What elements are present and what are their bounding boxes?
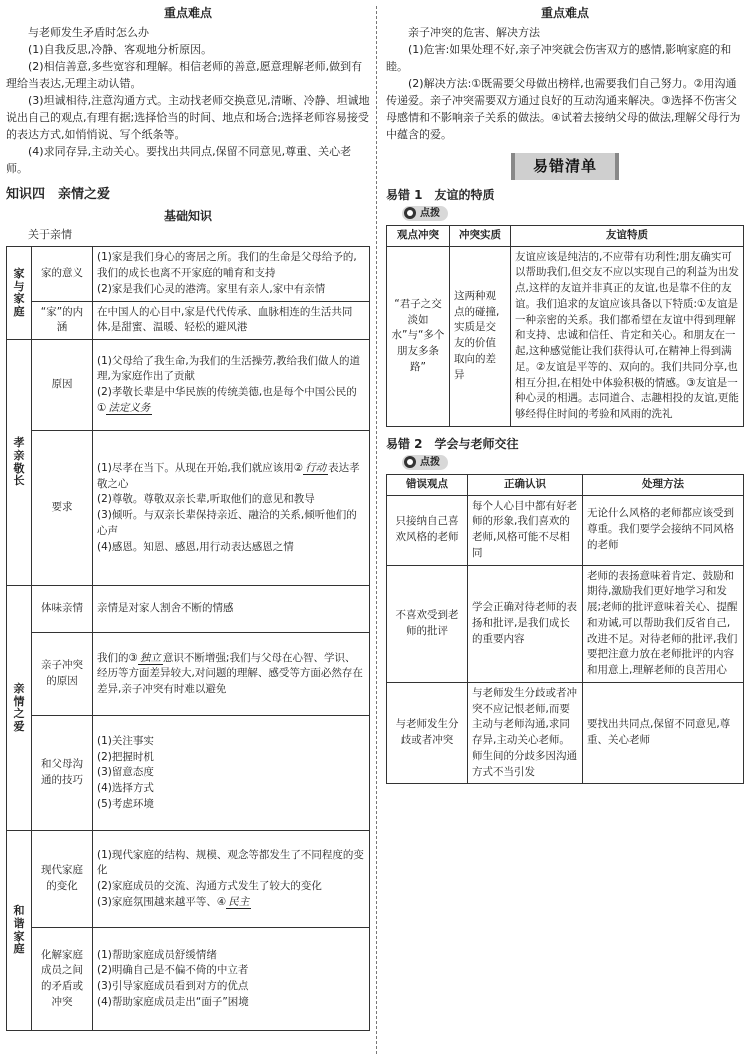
table-header-row <box>387 474 744 495</box>
tip-badge <box>402 206 448 221</box>
row-label: 家的意义 <box>32 247 93 301</box>
column-header: 处理方法 <box>583 474 744 495</box>
content-line: (2)明确自己是不偏不倚的中立者 <box>97 964 249 977</box>
content-line: (1)父母给了我生命,为我们的生活操劳,教给我们做人的道理,为家庭作出了贡献 <box>97 354 361 383</box>
row-content <box>93 928 370 1031</box>
row-content <box>93 831 370 928</box>
tip-badge <box>402 455 448 470</box>
blank-answer: 独立 <box>139 651 161 664</box>
knowledge-heading: 知识四 亲情之爱 <box>6 187 111 203</box>
row-label: 原因 <box>32 340 93 431</box>
column-header: 观点冲突 <box>387 225 450 246</box>
table-row <box>7 247 370 301</box>
lightbulb-icon <box>404 456 416 468</box>
table-row <box>7 586 370 633</box>
table-cell: 这两种观点的碰撞,实质是交友的价值取向的差异 <box>450 246 511 426</box>
table-row <box>7 340 370 431</box>
section-subtitle: 亲子冲突的危害、解决方法 <box>408 26 540 39</box>
banner-wrap <box>386 153 744 180</box>
row-label: 要求 <box>32 431 93 586</box>
column-header: 友谊特质 <box>511 225 744 246</box>
table-cell: 每个人心目中都有好老师的形象,我们喜欢的老师,风格可能不尽相同 <box>468 495 583 565</box>
paragraph: (2)相信善意,多些宽容和理解。相信老师的善意,愿意理解老师,做到有理给当表达,无理主动认错。 <box>6 60 363 91</box>
table-row <box>7 928 370 1031</box>
content-line: (3)家庭氛围越来越平等、④ 民主 <box>97 895 250 908</box>
table-header-row <box>387 225 744 246</box>
row-label: “家”的内涵 <box>32 301 93 340</box>
table-row <box>387 246 744 426</box>
table-cell: 与老师发生分歧或者冲突不应记恨老师,而要主动与老师沟通,求同存异,主动关心老师。师生间的分歧多因沟通方式不当引发 <box>468 682 583 784</box>
paragraph: (4)求同存异,主动关心。要找出共同点,保留不同意见,尊重、关心老师。 <box>6 145 352 176</box>
column-header: 正确认识 <box>468 474 583 495</box>
group-label: 家与家庭 <box>7 247 32 340</box>
row-content <box>93 340 370 431</box>
friendship-table <box>386 225 744 427</box>
table-cell: 友谊应该是纯洁的,不应带有功利性;朋友确实可以帮助我们,但交友不应以实现自己的利益为出发点,这样的友谊并非真正的友谊,也是靠不住的友谊。我们追求的友谊应该具备以下特质:①友谊是一种亲密的关系。我们都希望在友谊中得到理解和支持、忠诚和信任、肯定和关心。和朋友在一起,这种感觉能让我们获得认可,在精神上得到满足。②友谊是平等的、双向的。我们共同分享,也相互分担,在相处中体验积极的情感。③友谊是一种心灵的相遇。志同道合、志趣相投的友谊,更能够经得住时间的考验和风雨的洗礼 <box>511 246 744 426</box>
group-label: 亲情之爱 <box>7 586 32 831</box>
error-list-banner: 易错清单 <box>511 153 619 180</box>
content-line: 亲情是对家人割舍不断的情感 <box>97 602 234 615</box>
row-content <box>93 633 370 716</box>
content-line: (2)把握时机 <box>97 750 154 763</box>
column-divider <box>376 6 377 1054</box>
row-content <box>93 716 370 831</box>
content-line: (4)帮助家庭成员走出“面子”困境 <box>97 995 249 1008</box>
basic-knowledge-title: 基础知识 <box>163 208 212 223</box>
row-content <box>93 247 370 301</box>
section-title: 重点难点 <box>540 6 589 20</box>
content-line: (3)引导家庭成员看到对方的优点 <box>97 980 249 993</box>
paragraph: (1)危害:如果处理不好,亲子冲突就会伤害双方的感情,影响家庭的和睦。 <box>386 43 732 74</box>
column-header: 错误观点 <box>387 474 468 495</box>
row-content <box>93 431 370 586</box>
blank-answer: 法定义务 <box>108 401 151 414</box>
row-label: 和父母沟通的技巧 <box>32 716 93 831</box>
table-row <box>7 633 370 716</box>
blank-answer: 民主 <box>228 895 250 908</box>
content-line: (1)现代家庭的结构、规模、观念等都发生了不同程度的变化 <box>97 848 364 877</box>
section-title: 重点难点 <box>163 6 212 20</box>
content-line: (1)帮助家庭成员舒缓情绪 <box>97 948 217 961</box>
about-label: 关于亲情 <box>28 227 72 241</box>
content-line: (2)家庭成员的交流、沟通方式发生了较大的变化 <box>97 880 322 893</box>
paragraph: (3)坦诚相待,注意沟通方式。主动找老师交换意见,清晰、冷静、坦诚地说出自己的观点,有理有据;选择恰当的时间、地点和场合;选择老师容易接受的表达方式,如悄悄说、写个纸条等。 <box>6 94 370 142</box>
content-line: (2)家是我们心灵的港湾。家里有亲人,家中有亲情 <box>97 282 326 295</box>
table-row <box>7 431 370 586</box>
tip-label: 点拨 <box>420 207 440 219</box>
table-row <box>7 301 370 340</box>
table-row <box>387 682 744 784</box>
row-label: 现代家庭的变化 <box>32 831 93 928</box>
section-subtitle: 与老师发生矛盾时怎么办 <box>28 26 149 39</box>
knowledge-table <box>6 246 370 1031</box>
teacher-table <box>386 474 744 785</box>
group-label: 孝亲敬长 <box>7 340 32 586</box>
table-row <box>7 716 370 831</box>
blank-answer: 行动 <box>305 461 327 474</box>
content-line: (3)留意态度 <box>97 766 154 779</box>
table-cell: 要找出共同点,保留不同意见,尊重、关心老师 <box>583 682 744 784</box>
content-line: 在中国人的心目中,家是代代传承、血脉相连的生活共同体,是甜蜜、温暖、轻松的避风港 <box>97 305 353 334</box>
table-cell: 无论什么风格的老师都应该受到尊重。我们要学会接纳不同风格的老师 <box>583 495 744 565</box>
content-line: (5)考虑环境 <box>97 797 154 810</box>
right-column <box>386 0 744 784</box>
content-line: (1)关注事实 <box>97 734 154 747</box>
left-column <box>6 0 370 1031</box>
paragraph: (2)解决方法:①既需要父母做出榜样,也需要我们自己努力。②用沟通传递爱。亲子冲突需要双方通过良好的互动沟通来解决。③选择不伤害父母感情和不影响亲子关系的做法。④试着去接纳父母的做法,理解父母行为中蕴含的爱。 <box>386 77 741 142</box>
row-content <box>93 301 370 340</box>
table-cell: 不喜欢受到老师的批评 <box>387 565 468 682</box>
content-line: (4)选择方式 <box>97 782 154 795</box>
table-cell: 只接纳自己喜欢风格的老师 <box>387 495 468 565</box>
content-line: (2)孝敬长辈是中华民族的传统美德,也是每个中国公民的① 法定义务 <box>97 386 357 414</box>
content-line: (1)家是我们身心的寄居之所。我们的生命是父母给予的,我们的成长也离不开家庭的哺育和支持 <box>97 251 357 280</box>
paragraph: (1)自我反思,冷静、客观地分析原因。 <box>28 43 213 57</box>
content-line: (4)感恩。知恩、感恩,用行动表达感恩之情 <box>97 540 294 553</box>
error-item-title: 易错 1 友谊的特质 <box>386 187 495 202</box>
table-cell: 老师的表扬意味着肯定、鼓励和期待,激励我们更好地学习和发展;老师的批评意味着关心、提醒和劝诫,可以帮助我们反省自己,改进不足。对待老师的批评,我们要把注意力放在老师批评的内容和用意上,理解老师的良苦用心 <box>583 565 744 682</box>
row-content <box>93 586 370 633</box>
group-label: 和谐家庭 <box>7 831 32 1031</box>
table-cell: 与老师发生分歧或者冲突 <box>387 682 468 784</box>
table-cell: “君子之交淡如水”与“多个朋友多条路” <box>387 246 450 426</box>
content-line: (1)尽孝在当下。从现在开始,我们就应该用② 行动 表达孝敬之心 <box>97 461 360 490</box>
content-line: 我们的③ 独立 意识不断增强;我们与父母在心智、学识、经历等方面差异较大,对问题的理解、感受等方面必然存在差异,亲子冲突有时难以避免 <box>97 651 363 696</box>
column-header: 冲突实质 <box>450 225 511 246</box>
lightbulb-icon <box>404 207 416 219</box>
content-line: (2)尊敬。尊敬双亲长辈,听取他们的意见和教导 <box>97 493 315 506</box>
tip-label: 点拨 <box>420 456 440 468</box>
content-line: (3)倾听。与双亲长辈保持亲近、融洽的关系,倾听他们的心声 <box>97 509 357 537</box>
row-label: 亲子冲突的原因 <box>32 633 93 716</box>
table-row <box>387 495 744 565</box>
table-row <box>387 565 744 682</box>
table-row <box>7 831 370 928</box>
table-cell: 学会正确对待老师的表扬和批评,是我们成长的重要内容 <box>468 565 583 682</box>
row-label: 化解家庭成员之间的矛盾或冲突 <box>32 928 93 1031</box>
error-item-title: 易错 2 学会与老师交往 <box>386 436 519 451</box>
row-label: 体味亲情 <box>32 586 93 633</box>
